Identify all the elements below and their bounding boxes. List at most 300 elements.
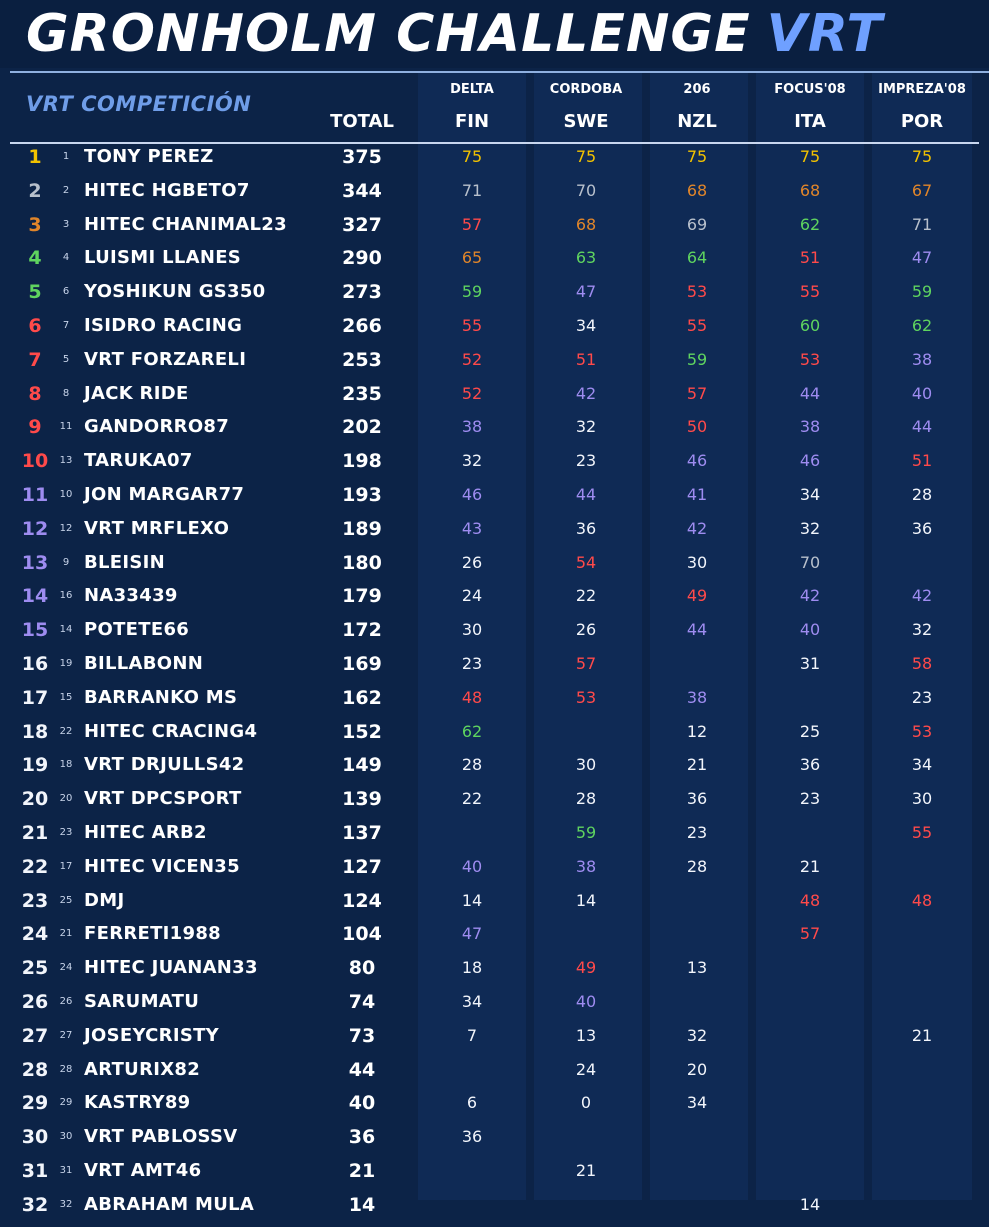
rally-score — [882, 956, 962, 990]
car-number: 16 — [59, 590, 73, 602]
car-number: 31 — [59, 1165, 73, 1176]
position: 12 — [21, 517, 49, 540]
rally-score: 55 — [686, 316, 708, 335]
driver-name: ISIDRO RACING — [84, 315, 243, 336]
rally-score: 62 — [799, 214, 821, 234]
rally-score — [657, 990, 737, 1024]
car-header-1: CORDOBA — [549, 82, 623, 97]
rally-score — [882, 1091, 962, 1125]
rally-score: 32 — [575, 417, 597, 437]
driver-name: HITEC ARB2 — [84, 822, 207, 843]
rally-score — [546, 922, 626, 956]
rally-score: 70 — [799, 552, 821, 572]
table-row — [0, 821, 989, 855]
car-number: 2 — [62, 184, 70, 196]
rally-score: 48 — [911, 890, 933, 910]
rally-score: 30 — [461, 620, 483, 640]
rally-score: 25 — [799, 721, 821, 741]
rally-score: 30 — [911, 789, 933, 809]
position: 25 — [21, 957, 49, 980]
car-number: 29 — [59, 1097, 73, 1109]
car-header-2: 206 — [683, 82, 711, 97]
rally-score: 24 — [461, 586, 483, 606]
rally-score: 36 — [686, 789, 708, 809]
rally-score: 57 — [799, 924, 821, 944]
position: 1 — [28, 146, 42, 168]
rally-score: 57 — [461, 214, 483, 234]
rally-score — [882, 855, 962, 889]
car-header-3: FOCUS'08 — [774, 82, 846, 97]
rally-score — [770, 1159, 850, 1193]
rally-score: 22 — [575, 586, 597, 606]
driver-name: JACK RIDE — [84, 382, 189, 404]
rally-score: 64 — [686, 248, 708, 268]
table-row — [0, 1159, 989, 1193]
position: 11 — [21, 484, 49, 506]
car-header-0: DELTA — [450, 82, 494, 97]
driver-name: ABRAHAM MULA — [84, 1193, 255, 1215]
rally-score: 32 — [461, 451, 483, 471]
rally-score: 55 — [799, 282, 821, 302]
car-number: 3 — [62, 218, 70, 230]
total-points: 74 — [348, 991, 376, 1013]
rally-score — [770, 956, 850, 990]
rally-score: 71 — [461, 180, 483, 200]
position: 17 — [21, 686, 49, 709]
position: 29 — [21, 1092, 49, 1115]
position: 30 — [21, 1126, 49, 1149]
rally-score — [882, 1125, 962, 1159]
rally-score: 62 — [911, 316, 933, 335]
rally-score: 68 — [799, 180, 821, 200]
table-row — [0, 1091, 989, 1125]
total-points: 149 — [342, 754, 382, 777]
car-number: 24 — [59, 962, 73, 974]
rally-score: 52 — [461, 349, 483, 369]
rally-score: 70 — [575, 180, 597, 200]
table-row — [0, 584, 989, 618]
rally-score — [657, 652, 737, 686]
driver-name: KASTRY89 — [84, 1092, 191, 1114]
rally-score: 31 — [799, 654, 821, 673]
table-row — [0, 787, 989, 821]
rally-score: 44 — [686, 620, 708, 640]
rally-score: 51 — [799, 248, 821, 268]
table-row — [0, 1193, 989, 1227]
rally-score: 20 — [686, 1059, 708, 1079]
car-number: 8 — [62, 387, 70, 399]
rally-score: 0 — [580, 1093, 592, 1113]
rally-score: 51 — [575, 349, 597, 369]
position: 24 — [21, 923, 49, 946]
title-main: GRONHOLM CHALLENGE — [26, 4, 751, 64]
car-number: 4 — [62, 252, 70, 264]
car-number: 7 — [62, 320, 70, 331]
car-number: 14 — [59, 624, 73, 636]
rally-score: 38 — [461, 417, 483, 437]
driver-name: TARUKA07 — [84, 450, 193, 472]
driver-name: BARRANKO MS — [84, 686, 238, 708]
rally-score: 47 — [575, 282, 597, 302]
rally-score: 42 — [911, 586, 933, 606]
rally-score: 34 — [575, 316, 597, 335]
rally-score — [432, 821, 512, 855]
table-row — [0, 1125, 989, 1159]
driver-name: VRT MRFLEXO — [84, 517, 230, 539]
rally-score: 12 — [686, 721, 708, 741]
rally-score — [546, 720, 626, 754]
rally-score: 30 — [575, 755, 597, 775]
driver-name: VRT AMT46 — [84, 1160, 202, 1181]
rally-header-0: FIN — [454, 111, 490, 132]
rally-score: 38 — [686, 687, 708, 707]
driver-name: YOSHIKUN GS350 — [84, 281, 266, 303]
rally-score: 58 — [911, 654, 933, 673]
rally-score: 40 — [799, 620, 821, 640]
rally-score: 59 — [575, 823, 597, 842]
rally-score — [882, 990, 962, 1024]
position: 18 — [21, 720, 49, 743]
position: 15 — [21, 619, 49, 642]
driver-name: HITEC VICEN35 — [84, 855, 240, 877]
table-row — [0, 213, 989, 247]
table-row — [0, 348, 989, 382]
rally-header-4: POR — [900, 111, 944, 132]
position: 22 — [21, 855, 49, 878]
driver-name: HITEC HGBETO7 — [84, 179, 250, 201]
car-number: 13 — [59, 455, 73, 467]
driver-name: LUISMI LLANES — [84, 247, 242, 269]
rally-score: 26 — [461, 552, 483, 572]
position: 10 — [21, 450, 49, 473]
car-header-4: IMPREZA'08 — [878, 82, 966, 97]
rally-score: 75 — [799, 147, 821, 166]
rally-score — [882, 922, 962, 956]
table-row — [0, 415, 989, 449]
rally-score: 53 — [686, 282, 708, 302]
car-number: 21 — [59, 928, 73, 940]
table-row — [0, 889, 989, 923]
rally-score: 75 — [686, 147, 708, 166]
rally-score: 59 — [461, 282, 483, 302]
driver-name: ARTURIX82 — [84, 1058, 201, 1080]
rally-score: 21 — [911, 1025, 933, 1045]
car-number: 6 — [62, 286, 70, 298]
rally-score: 44 — [911, 417, 933, 437]
rally-score: 36 — [461, 1127, 483, 1147]
rally-score: 49 — [575, 958, 597, 978]
rally-score: 46 — [461, 485, 483, 504]
rally-score: 52 — [461, 383, 483, 403]
rally-score: 34 — [686, 1093, 708, 1113]
position: 3 — [28, 213, 42, 236]
rally-score: 71 — [911, 214, 933, 234]
total-points: 202 — [342, 416, 382, 439]
rally-score — [432, 1193, 512, 1227]
rally-header-3: ITA — [794, 111, 826, 132]
driver-name: FERRETI1988 — [84, 923, 221, 945]
rally-score — [432, 1058, 512, 1092]
rally-score — [770, 1058, 850, 1092]
rally-score: 41 — [686, 485, 708, 504]
table-row — [0, 720, 989, 754]
car-number: 30 — [59, 1131, 73, 1143]
rally-score: 42 — [686, 518, 708, 538]
rally-score: 59 — [686, 349, 708, 369]
rally-score — [882, 1159, 962, 1193]
table-row — [0, 855, 989, 889]
driver-name: HITEC CRACING4 — [84, 720, 258, 742]
table-row — [0, 990, 989, 1024]
position: 4 — [28, 247, 42, 270]
position: 20 — [21, 788, 49, 811]
rally-score: 21 — [575, 1161, 597, 1180]
car-number: 15 — [59, 691, 73, 703]
table-row — [0, 618, 989, 652]
page-title — [0, 0, 989, 68]
rally-score: 75 — [911, 147, 933, 166]
team-name: VRT COMPETICIÓN — [26, 92, 252, 116]
rally-score: 53 — [575, 687, 597, 707]
rally-score: 53 — [799, 349, 821, 369]
rally-score: 42 — [799, 586, 821, 606]
rally-score: 13 — [686, 958, 708, 978]
table-row — [0, 922, 989, 956]
total-points: 344 — [342, 179, 382, 202]
rally-score: 23 — [911, 687, 933, 707]
car-number: 23 — [59, 827, 73, 838]
rally-score: 49 — [686, 586, 708, 606]
rally-score — [770, 990, 850, 1024]
rally-score: 21 — [799, 856, 821, 876]
car-number: 17 — [59, 860, 73, 872]
rally-score: 42 — [575, 383, 597, 403]
rally-score — [657, 1193, 737, 1227]
rally-score: 63 — [575, 248, 597, 268]
position: 23 — [21, 889, 49, 912]
total-points: 273 — [342, 281, 382, 304]
rally-score: 48 — [799, 890, 821, 910]
driver-name: DMJ — [84, 889, 125, 911]
driver-name: BLEISIN — [84, 551, 166, 573]
rally-score: 36 — [575, 518, 597, 538]
position: 8 — [28, 382, 42, 405]
rally-score: 28 — [461, 755, 483, 775]
rally-score: 32 — [799, 518, 821, 538]
position: 13 — [21, 551, 49, 574]
rally-score: 65 — [461, 248, 483, 268]
rally-score — [770, 821, 850, 855]
rally-score: 48 — [461, 687, 483, 707]
car-number: 1 — [62, 151, 70, 162]
position: 6 — [28, 315, 42, 337]
total-points: 80 — [348, 957, 376, 980]
total-points: 124 — [342, 889, 382, 912]
table-row — [0, 1058, 989, 1092]
car-number: 32 — [59, 1198, 73, 1210]
rally-score: 40 — [575, 992, 597, 1011]
position: 5 — [28, 281, 42, 304]
total-points: 21 — [348, 1160, 376, 1182]
total-points: 193 — [342, 484, 382, 506]
rally-score — [657, 1125, 737, 1159]
total-points: 180 — [342, 551, 382, 574]
total-points: 73 — [348, 1024, 376, 1047]
position: 28 — [21, 1058, 49, 1081]
table-row — [0, 280, 989, 314]
driver-name: BILLABONN — [84, 653, 204, 674]
header-divider — [10, 142, 979, 144]
rally-score: 43 — [461, 518, 483, 538]
rally-score: 13 — [575, 1025, 597, 1045]
rally-score — [657, 889, 737, 923]
rally-score: 54 — [575, 552, 597, 572]
rally-score: 22 — [461, 789, 483, 809]
total-points: 235 — [342, 382, 382, 405]
rally-score: 24 — [575, 1059, 597, 1079]
table-row — [0, 145, 989, 179]
rally-score: 34 — [461, 992, 483, 1011]
table-row — [0, 517, 989, 551]
rally-header-2: NZL — [677, 111, 717, 132]
car-number: 11 — [59, 421, 73, 433]
rally-score: 75 — [461, 147, 483, 166]
car-number: 10 — [59, 489, 73, 500]
driver-name: VRT PABLOSSV — [84, 1126, 238, 1148]
rally-score — [770, 1125, 850, 1159]
total-points: 104 — [342, 923, 382, 946]
table-row — [0, 956, 989, 990]
rally-score: 67 — [911, 180, 933, 200]
rally-score: 30 — [686, 552, 708, 572]
rally-score: 23 — [799, 789, 821, 809]
rally-score — [882, 1058, 962, 1092]
driver-name: TONY PEREZ — [84, 146, 214, 167]
total-points: 36 — [348, 1126, 376, 1149]
table-row — [0, 686, 989, 720]
total-points: 253 — [342, 348, 382, 371]
car-number: 5 — [62, 353, 70, 365]
car-number: 20 — [59, 793, 73, 805]
driver-name: VRT FORZARELI — [84, 348, 247, 370]
car-number: 19 — [59, 658, 73, 669]
driver-name: VRT DPCSPORT — [84, 788, 242, 810]
table-row — [0, 652, 989, 686]
car-number: 27 — [59, 1029, 73, 1041]
rally-score: 75 — [575, 147, 597, 166]
rally-score: 38 — [799, 417, 821, 437]
rally-score: 38 — [911, 349, 933, 369]
rally-score: 14 — [461, 890, 483, 910]
rally-score — [546, 1125, 626, 1159]
rally-score: 7 — [466, 1025, 478, 1045]
rally-score — [546, 1193, 626, 1227]
rally-score: 57 — [686, 383, 708, 403]
title-accent: VRT — [766, 4, 884, 64]
car-number: 28 — [59, 1063, 73, 1075]
table-row — [0, 246, 989, 280]
rally-score — [770, 686, 850, 720]
table-row — [0, 314, 989, 348]
rally-score — [882, 551, 962, 585]
rally-score — [770, 1024, 850, 1058]
driver-name: VRT DRJULLS42 — [84, 754, 245, 776]
header-divider-top — [10, 71, 989, 73]
position: 14 — [21, 585, 49, 608]
position: 2 — [28, 179, 42, 202]
rally-score: 46 — [799, 451, 821, 471]
position: 32 — [21, 1193, 49, 1216]
total-points: 14 — [348, 1193, 376, 1216]
car-number: 22 — [59, 725, 73, 737]
rally-score: 32 — [686, 1025, 708, 1045]
table-row — [0, 483, 989, 517]
car-number: 26 — [59, 996, 73, 1007]
rally-score — [882, 1193, 962, 1227]
rally-score — [657, 1159, 737, 1193]
total-points: 266 — [342, 315, 382, 337]
rally-score — [657, 922, 737, 956]
rally-score: 23 — [461, 654, 483, 673]
position: 27 — [21, 1024, 49, 1047]
rally-score: 60 — [799, 316, 821, 335]
car-number: 18 — [59, 759, 73, 771]
table-row — [0, 449, 989, 483]
rally-score: 40 — [461, 856, 483, 876]
rally-score: 6 — [466, 1093, 478, 1113]
table-row — [0, 551, 989, 585]
driver-name: GANDORRO87 — [84, 416, 230, 438]
rally-score: 53 — [911, 721, 933, 741]
rally-score: 69 — [686, 214, 708, 234]
total-points: 375 — [342, 146, 382, 168]
position: 26 — [21, 991, 49, 1013]
rally-score: 26 — [575, 620, 597, 640]
rally-score: 34 — [799, 485, 821, 504]
rally-score: 50 — [686, 417, 708, 437]
total-points: 40 — [348, 1092, 376, 1115]
position: 9 — [28, 416, 42, 439]
rally-score — [432, 1159, 512, 1193]
table-row — [0, 382, 989, 416]
rally-score: 55 — [461, 316, 483, 335]
rally-score: 46 — [686, 451, 708, 471]
position: 31 — [21, 1160, 49, 1182]
rally-score — [770, 1091, 850, 1125]
total-points: 169 — [342, 653, 382, 675]
total-points: 189 — [342, 517, 382, 540]
table-row — [0, 1024, 989, 1058]
rally-score: 18 — [461, 958, 483, 978]
rally-score: 68 — [575, 214, 597, 234]
rally-score: 62 — [461, 721, 483, 741]
rally-score: 34 — [911, 755, 933, 775]
total-points: 137 — [342, 822, 382, 844]
rally-score: 36 — [911, 518, 933, 538]
car-number: 25 — [59, 894, 73, 906]
rally-score: 47 — [461, 924, 483, 944]
rally-score: 44 — [799, 383, 821, 403]
rally-score: 32 — [911, 620, 933, 640]
driver-name: JON MARGAR77 — [84, 484, 245, 505]
rally-score: 21 — [686, 755, 708, 775]
position: 19 — [21, 754, 49, 777]
rally-score: 23 — [686, 823, 708, 842]
rally-score: 59 — [911, 282, 933, 302]
rally-score: 51 — [911, 451, 933, 471]
rally-score: 28 — [686, 856, 708, 876]
rally-header-1: SWE — [563, 111, 609, 132]
